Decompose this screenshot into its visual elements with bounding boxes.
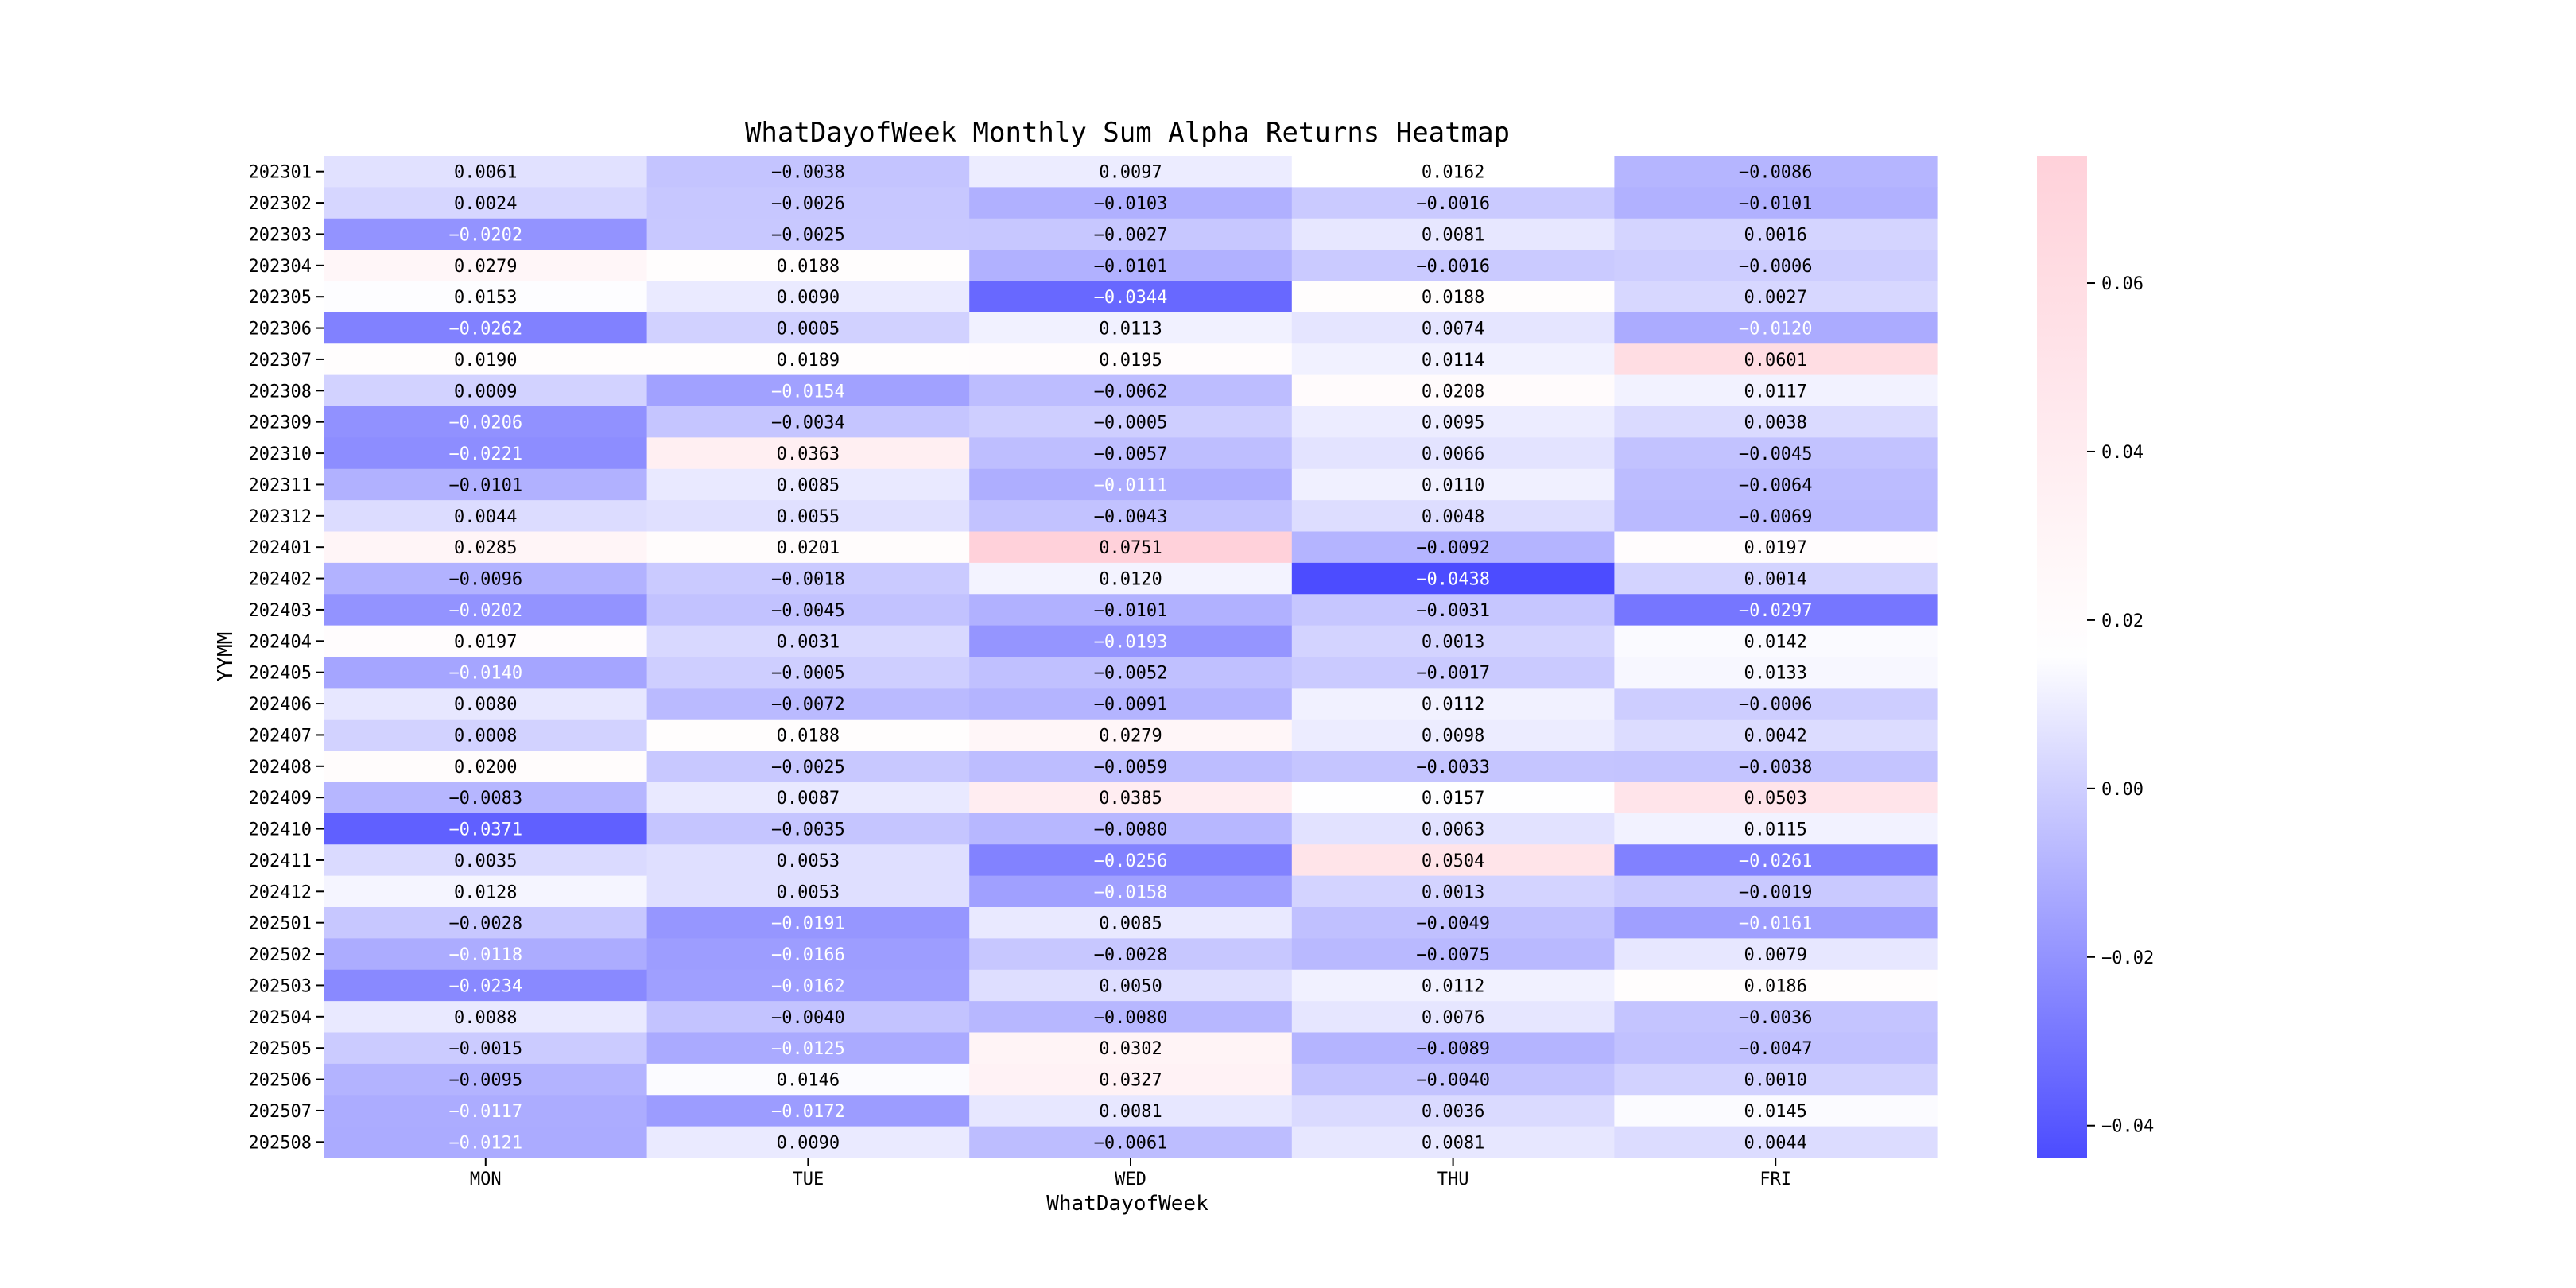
cell-value-label: 0.0081 (1099, 1101, 1162, 1122)
cell-value-label: −0.0034 (771, 413, 845, 433)
cell-value-label: −0.0166 (771, 945, 845, 966)
cell-value-label: −0.0005 (771, 663, 845, 684)
cell-value-label: 0.0120 (1099, 569, 1162, 590)
cell-value-label: 0.0013 (1421, 632, 1485, 653)
cell-value-label: 0.0157 (1421, 789, 1485, 809)
cell-value-label: −0.0101 (448, 475, 523, 496)
cell-value-label: 0.0128 (454, 883, 518, 903)
x-axis-label: WhatDayofWeek (1046, 1192, 1208, 1216)
y-tick-label: 202508 (248, 1133, 312, 1154)
colorbar-tick-label: 0.02 (2101, 611, 2143, 631)
cell-value-label: 0.0162 (1421, 162, 1485, 183)
cell-value-label: 0.0385 (1099, 789, 1162, 809)
cell-value-label: −0.0086 (1738, 162, 1813, 183)
y-tick-label: 202308 (248, 382, 312, 402)
cell-value-label: −0.0064 (1738, 475, 1813, 496)
y-tick-label: 202305 (248, 288, 312, 308)
cell-value-label: 0.0145 (1744, 1101, 1807, 1122)
cell-value-label: −0.0103 (1093, 194, 1168, 215)
y-axis-label: YYMM (214, 631, 238, 682)
cell-value-label: −0.0006 (1738, 256, 1813, 277)
cell-value-label: 0.0114 (1421, 350, 1485, 370)
cell-value-label: −0.0118 (448, 945, 523, 966)
cell-value-label: −0.0158 (1093, 883, 1168, 903)
cell-value-label: 0.0016 (1744, 225, 1807, 246)
cell-value-label: 0.0601 (1744, 350, 1807, 370)
colorbar-tick-label: −0.02 (2101, 948, 2155, 968)
cell-value-label: 0.0200 (454, 757, 518, 778)
cell-value-label: −0.0162 (771, 976, 845, 997)
cell-value-label: −0.0036 (1738, 1007, 1813, 1028)
cell-value-label: −0.0101 (1093, 256, 1168, 277)
cell-value-label: 0.0042 (1744, 726, 1807, 747)
cell-value-label: 0.0090 (776, 288, 840, 308)
x-tick-label: WED (1115, 1170, 1146, 1189)
y-tick-label: 202506 (248, 1070, 312, 1091)
y-tick-label: 202406 (248, 695, 312, 716)
cell-value-label: −0.0049 (1416, 914, 1490, 934)
cell-value-label: −0.0038 (1738, 757, 1813, 778)
cell-value-label: 0.0085 (776, 475, 840, 496)
cell-value-label: −0.0344 (1093, 288, 1168, 308)
cell-value-label: 0.0079 (1744, 945, 1807, 966)
y-tick-label: 202401 (248, 538, 312, 559)
cell-value-label: −0.0089 (1416, 1039, 1490, 1060)
cell-value-label: 0.0279 (1099, 726, 1162, 747)
y-tick-label: 202303 (248, 225, 312, 246)
cell-value-label: 0.0751 (1099, 538, 1162, 559)
cell-value-label: −0.0125 (771, 1039, 845, 1060)
cell-value-label: 0.0186 (1744, 976, 1807, 997)
y-tick-label: 202311 (248, 475, 312, 496)
y-tick-label: 202405 (248, 663, 312, 684)
cell-value-label: 0.0055 (776, 506, 840, 527)
cell-value-label: −0.0016 (1416, 256, 1490, 277)
cell-value-label: 0.0010 (1744, 1070, 1807, 1091)
chart-title: WhatDayofWeek Monthly Sum Alpha Returns Heatmap (744, 117, 1511, 149)
y-tick-label: 202402 (248, 569, 312, 590)
cell-value-label: 0.0112 (1421, 976, 1485, 997)
cell-value-label: 0.0133 (1744, 663, 1807, 684)
heatmap-cells (324, 156, 1938, 1158)
cell-value-label: 0.0035 (454, 851, 518, 871)
cell-value-label: 0.0146 (776, 1070, 840, 1091)
cell-value-label: −0.0092 (1416, 538, 1490, 559)
cell-value-label: −0.0061 (1093, 1133, 1168, 1154)
cell-value-label: 0.0188 (776, 726, 840, 747)
y-tick-label: 202302 (248, 194, 312, 215)
cell-value-label: −0.0075 (1416, 945, 1490, 966)
cell-value-label: −0.0221 (448, 444, 523, 465)
y-tick-label: 202309 (248, 413, 312, 433)
cell-value-label: 0.0142 (1744, 632, 1807, 653)
cell-value-label: −0.0018 (771, 569, 845, 590)
cell-value-label: −0.0206 (448, 413, 523, 433)
y-tick-label: 202304 (248, 256, 312, 277)
cell-value-label: 0.0053 (776, 883, 840, 903)
cell-value-label: −0.0005 (1093, 413, 1168, 433)
y-tick-label: 202301 (248, 162, 312, 183)
cell-value-label: 0.0090 (776, 1133, 840, 1154)
cell-value-label: 0.0302 (1099, 1039, 1162, 1060)
cell-value-label: 0.0112 (1421, 695, 1485, 716)
cell-value-label: −0.0256 (1093, 851, 1168, 871)
cell-value-label: −0.0091 (1093, 695, 1168, 716)
cell-value-label: 0.0076 (1421, 1007, 1485, 1028)
y-tick-label: 202403 (248, 600, 312, 621)
cell-value-label: 0.0081 (1421, 225, 1485, 246)
cell-value-label: 0.0188 (776, 256, 840, 277)
cell-value-label: −0.0202 (448, 600, 523, 621)
cell-value-label: 0.0097 (1099, 162, 1162, 183)
cell-value-label: −0.0080 (1093, 820, 1168, 840)
cell-value-label: −0.0202 (448, 225, 523, 246)
cell-value-label: 0.0036 (1421, 1101, 1485, 1122)
colorbar-tick-label: −0.04 (2101, 1116, 2155, 1137)
cell-value-label: −0.0080 (1093, 1007, 1168, 1028)
x-tick-label: MON (469, 1170, 502, 1189)
cell-value-label: 0.0208 (1421, 382, 1485, 402)
cell-value-label: −0.0040 (1416, 1070, 1490, 1091)
cell-value-label: −0.0193 (1093, 632, 1168, 653)
y-axis (249, 163, 324, 1154)
cell-value-label: −0.0016 (1416, 194, 1490, 215)
cell-value-label: 0.0110 (1421, 475, 1485, 496)
cell-value-label: −0.0438 (1416, 569, 1490, 590)
cell-value-label: −0.0096 (448, 569, 523, 590)
y-tick-label: 202312 (248, 506, 312, 527)
cell-value-label: −0.0161 (1738, 914, 1813, 934)
cell-value-label: −0.0101 (1738, 194, 1813, 215)
colorbar-gradient (2037, 156, 2087, 1158)
cell-value-label: −0.0045 (771, 600, 845, 621)
cell-value-label: −0.0059 (1093, 757, 1168, 778)
cell-value-label: −0.0117 (448, 1101, 523, 1122)
cell-value-label: 0.0117 (1744, 382, 1807, 402)
cell-value-label: 0.0285 (454, 538, 518, 559)
cell-value-label: −0.0297 (1738, 600, 1813, 621)
cell-value-label: 0.0044 (454, 506, 518, 527)
cell-value-label: −0.0072 (771, 695, 845, 716)
cell-value-label: 0.0189 (776, 350, 840, 370)
cell-value-label: −0.0027 (1093, 225, 1168, 246)
cell-value-label: −0.0262 (448, 319, 523, 339)
y-tick-label: 202307 (248, 350, 312, 370)
y-tick-label: 202505 (248, 1039, 312, 1060)
cell-value-label: 0.0195 (1099, 350, 1162, 370)
cell-value-label: −0.0191 (771, 914, 845, 934)
cell-value-label: −0.0028 (1093, 945, 1168, 966)
cell-value-label: −0.0045 (1738, 444, 1813, 465)
cell-value-label: −0.0172 (771, 1101, 845, 1122)
cell-value-label: 0.0190 (454, 350, 518, 370)
cell-value-label: 0.0048 (1421, 506, 1485, 527)
cell-value-label: −0.0043 (1093, 506, 1168, 527)
y-tick-label: 202504 (248, 1007, 312, 1028)
colorbar-tick-label: 0.00 (2101, 779, 2143, 800)
cell-value-label: −0.0371 (448, 820, 523, 840)
x-tick-label: TUE (792, 1170, 824, 1189)
cell-value-label: −0.0025 (771, 757, 845, 778)
cell-value-label: 0.0066 (1421, 444, 1485, 465)
cell-value-label: −0.0121 (448, 1133, 523, 1154)
cell-value-label: 0.0013 (1421, 883, 1485, 903)
cell-value-label: −0.0019 (1738, 883, 1813, 903)
y-tick-label: 202501 (248, 914, 312, 934)
y-tick-label: 202411 (248, 851, 312, 871)
cell-value-label: −0.0101 (1093, 600, 1168, 621)
cell-value-label: 0.0153 (454, 288, 518, 308)
cell-value-label: 0.0098 (1421, 726, 1485, 747)
cell-value-label: −0.0047 (1738, 1039, 1813, 1060)
x-axis (470, 1158, 1791, 1189)
cell-value-label: −0.0015 (448, 1039, 523, 1060)
cell-value-label: 0.0087 (776, 789, 840, 809)
cell-value-label: 0.0074 (1421, 319, 1485, 339)
cell-value-label: 0.0080 (454, 695, 518, 716)
cell-value-label: 0.0005 (776, 319, 840, 339)
cell-value-label: 0.0008 (454, 726, 518, 747)
cell-value-label: −0.0028 (448, 914, 523, 934)
y-tick-label: 202306 (248, 319, 312, 339)
cell-value-label: 0.0053 (776, 851, 840, 871)
cell-value-label: 0.0095 (1421, 413, 1485, 433)
cell-value-label: −0.0033 (1416, 757, 1490, 778)
cell-value-label: −0.0035 (771, 820, 845, 840)
cell-value-label: −0.0069 (1738, 506, 1813, 527)
cell-value-label: −0.0062 (1093, 382, 1168, 402)
cell-value-label: 0.0031 (776, 632, 840, 653)
cell-value-label: 0.0081 (1421, 1133, 1485, 1154)
cell-value-label: 0.0115 (1744, 820, 1807, 840)
y-tick-label: 202503 (248, 976, 312, 997)
cell-value-label: −0.0025 (771, 225, 845, 246)
colorbar-tick-label: 0.04 (2101, 442, 2143, 463)
cell-value-label: 0.0503 (1744, 789, 1807, 809)
cell-value-label: −0.0140 (448, 663, 523, 684)
cell-value-label: 0.0044 (1744, 1133, 1807, 1154)
cell-value-label: −0.0234 (448, 976, 523, 997)
cell-value-label: 0.0504 (1421, 851, 1485, 871)
colorbar (2037, 156, 2154, 1158)
cell-value-label: 0.0024 (454, 194, 518, 215)
y-tick-label: 202412 (248, 883, 312, 903)
colorbar-tick-label: 0.06 (2101, 274, 2143, 295)
x-tick-label: THU (1437, 1170, 1469, 1189)
cell-value-label: −0.0120 (1738, 319, 1813, 339)
y-tick-label: 202404 (248, 632, 312, 653)
y-tick-label: 202408 (248, 757, 312, 778)
cell-value-label: 0.0050 (1099, 976, 1162, 997)
cell-value-label: −0.0031 (1416, 600, 1490, 621)
cell-value-label: 0.0188 (1421, 288, 1485, 308)
cell-value-label: 0.0027 (1744, 288, 1807, 308)
cell-value-label: −0.0038 (771, 162, 845, 183)
cell-value-label: −0.0017 (1416, 663, 1490, 684)
cell-value-label: −0.0154 (771, 382, 845, 402)
cell-value-label: 0.0363 (776, 444, 840, 465)
y-tick-label: 202410 (248, 820, 312, 840)
cell-value-label: 0.0063 (1421, 820, 1485, 840)
cell-value-label: 0.0197 (454, 632, 518, 653)
cell-value-label: 0.0279 (454, 256, 518, 277)
cell-value-label: −0.0095 (448, 1070, 523, 1091)
cell-value-label: −0.0052 (1093, 663, 1168, 684)
y-tick-label: 202407 (248, 726, 312, 747)
cell-value-label: 0.0197 (1744, 538, 1807, 559)
x-tick-label: FRI (1759, 1170, 1792, 1189)
y-tick-label: 202507 (248, 1101, 312, 1122)
cell-value-label: 0.0009 (454, 382, 518, 402)
cell-value-label: 0.0113 (1099, 319, 1162, 339)
cell-value-label: 0.0061 (454, 162, 518, 183)
cell-value-label: −0.0026 (771, 194, 845, 215)
cell-value-label: 0.0014 (1744, 569, 1807, 590)
cell-value-label: 0.0085 (1099, 914, 1162, 934)
y-tick-label: 202310 (248, 444, 312, 465)
cell-value-label: −0.0040 (771, 1007, 845, 1028)
y-tick-label: 202409 (248, 789, 312, 809)
cell-value-label: 0.0327 (1099, 1070, 1162, 1091)
y-tick-label: 202502 (248, 945, 312, 966)
cell-value-label: −0.0057 (1093, 444, 1168, 465)
cell-value-label: −0.0261 (1738, 851, 1813, 871)
cell-value-label: −0.0006 (1738, 695, 1813, 716)
cell-value-label: −0.0111 (1093, 475, 1168, 496)
cell-value-label: 0.0201 (776, 538, 840, 559)
cell-value-label: −0.0083 (448, 789, 523, 809)
cell-value-label: 0.0038 (1744, 413, 1807, 433)
cell-value-label: 0.0088 (454, 1007, 518, 1028)
